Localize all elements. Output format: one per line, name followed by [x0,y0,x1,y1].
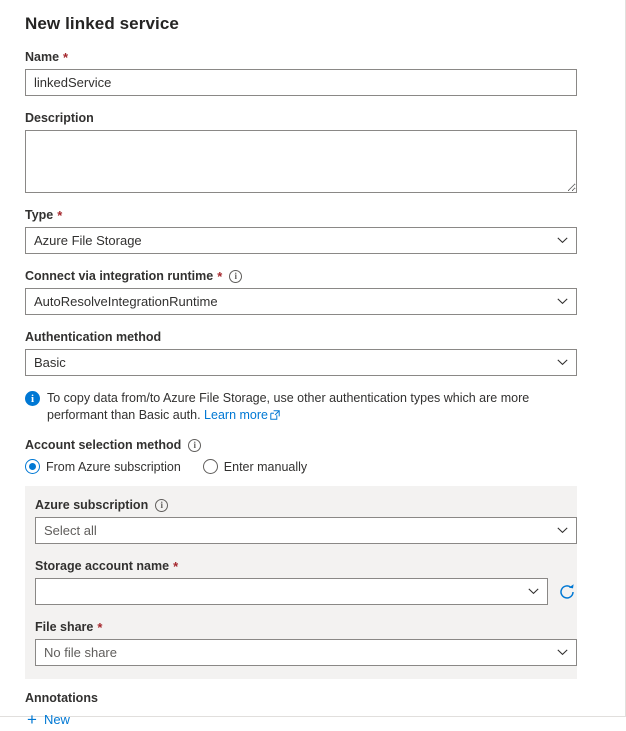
integration-runtime-select-value: AutoResolveIntegrationRuntime [25,288,577,315]
annotations-label: Annotations [25,691,98,705]
integration-runtime-select[interactable] [25,288,577,315]
info-icon: i [25,391,40,406]
auth-info-banner [25,390,585,425]
type-select-value: Azure File Storage [25,227,577,254]
integration-runtime-label-text: Connect via integration runtime [25,269,214,283]
azure-subscription-select-value: Select all [35,517,577,544]
auth-method-label [25,330,600,344]
name-input[interactable] [25,69,577,96]
azure-subscription-label [35,498,577,512]
storage-account-name-select[interactable] [35,578,548,605]
radio-from-azure-subscription-label: From Azure subscription [46,459,181,474]
azure-subscription-info-icon[interactable]: i [155,499,168,512]
storage-account-name-select-value [35,578,548,605]
integration-runtime-label [25,269,600,283]
integration-runtime-info-icon[interactable]: i [229,270,242,283]
auth-info-text-wrap [47,390,585,425]
auth-method-label-text: Authentication method [25,330,162,344]
auth-method-select[interactable] [25,349,577,376]
type-required-asterisk: * [57,207,63,223]
azure-subscription-label-text: Azure subscription [35,498,149,512]
name-label-text: Name [25,50,60,64]
type-label [25,208,600,222]
description-label [25,111,600,125]
account-selection-radio-group [25,459,600,474]
azure-subscription-select[interactable] [35,517,577,544]
page-title: New linked service [25,14,179,33]
storage-account-name-label [35,559,577,573]
file-share-select-value: No file share [35,639,577,666]
storage-account-name-label-text: Storage account name [35,559,170,573]
add-annotation-label: New [43,712,70,727]
type-label-text: Type [25,208,54,222]
account-selection-label [25,438,600,452]
auth-method-select-value: Basic [25,349,577,376]
auth-info-text: To copy data from/to Azure File Storage, use other authentication types which are more performant than Basic auth. [47,391,530,422]
refresh-icon[interactable] [557,582,577,602]
description-label-text: Description [25,111,94,125]
integration-runtime-required-asterisk: * [217,268,223,284]
file-share-label [35,620,577,634]
azure-subscription-group [25,486,577,679]
storage-account-name-row [35,578,577,605]
storage-account-name-required-asterisk: * [173,558,179,574]
file-share-select[interactable] [35,639,577,666]
radio-indicator [203,459,218,474]
add-annotation-button[interactable] [25,708,72,731]
radio-enter-manually[interactable] [203,459,307,474]
name-label [25,50,600,64]
name-required-asterisk: * [63,49,69,65]
file-share-required-asterisk: * [97,619,103,635]
learn-more-link[interactable]: Learn more [204,408,268,422]
account-selection-label-text: Account selection method [25,438,182,452]
radio-indicator [25,459,40,474]
account-selection-info-icon[interactable]: i [188,439,201,452]
radio-enter-manually-label: Enter manually [223,459,308,474]
radio-from-azure-subscription[interactable] [25,459,181,474]
external-link-icon [270,408,280,425]
plus-icon: + [27,709,37,729]
file-share-label-text: File share [35,620,94,634]
description-textarea[interactable] [25,130,577,193]
type-select[interactable] [25,227,577,254]
